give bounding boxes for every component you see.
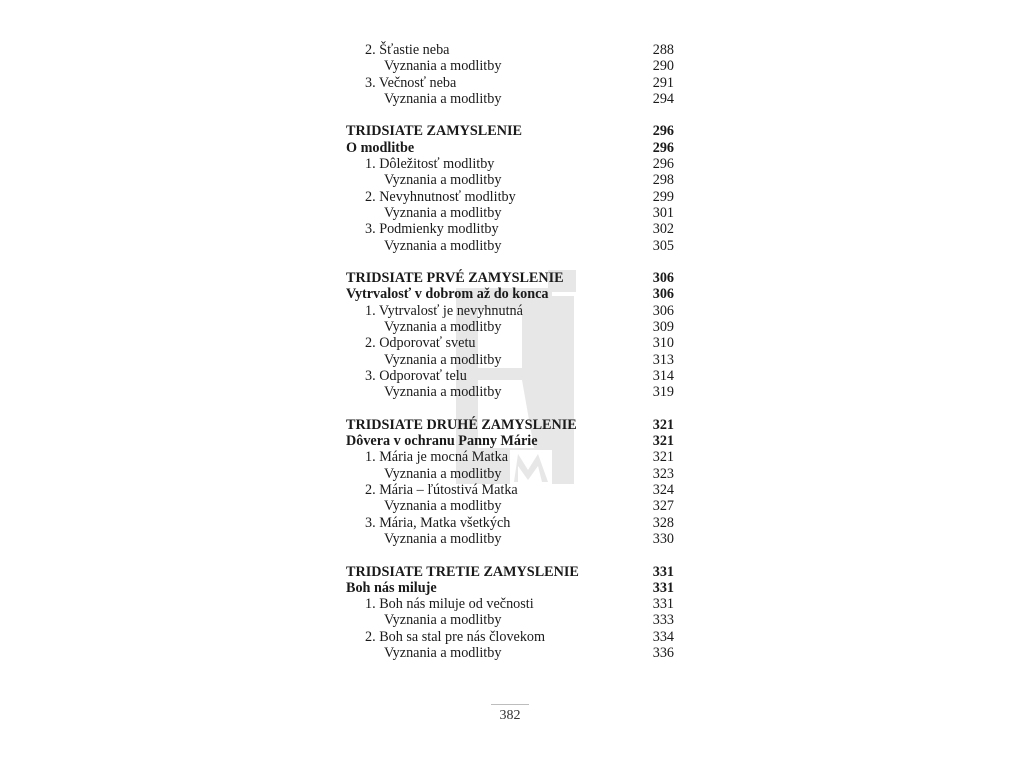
toc-entry-page: 291 <box>652 74 674 91</box>
toc-entry-page: 330 <box>652 530 674 547</box>
toc-entry-page: 296 <box>652 139 674 156</box>
toc-entry-title: Vyznania a modlitby <box>384 612 502 629</box>
toc-heading-row <box>346 433 674 449</box>
toc-entry-row <box>346 612 674 628</box>
toc-entry-page: 323 <box>652 465 674 482</box>
toc-entry-row <box>346 498 674 514</box>
toc-entry-title: Vyznania a modlitby <box>384 498 502 515</box>
toc-entry-title: TRIDSIATE TRETIE ZAMYSLENIE <box>346 563 579 580</box>
toc-entry-page: 306 <box>652 270 674 287</box>
toc-entry-row <box>346 58 674 74</box>
toc-entry-title: 1. Boh nás miluje od večnosti <box>365 596 534 613</box>
toc-entry-title: 3. Večnosť neba <box>365 74 457 91</box>
toc-entry-title: TRIDSIATE DRUHÉ ZAMYSLENIE <box>346 416 577 433</box>
toc-entry-row <box>346 629 674 645</box>
toc-entry-row <box>346 449 674 465</box>
toc-entry-title: 2. Boh sa stal pre nás človekom <box>365 628 546 645</box>
toc-entry-title: 1. Mária je mocná Matka <box>365 449 509 466</box>
toc-entry-title: 2. Mária – ľútostivá Matka <box>365 482 518 499</box>
toc-entry-title: Vyznania a modlitby <box>384 351 502 368</box>
toc-entry-title: Dôvera v ochranu Panny Márie <box>346 433 538 450</box>
toc-entry-row <box>346 645 674 661</box>
toc-entry-title: TRIDSIATE ZAMYSLENIE <box>346 123 522 140</box>
toc-entry-page: 298 <box>652 172 674 189</box>
toc-entry-title: 1. Dôležitosť modlitby <box>365 156 495 173</box>
toc-entry-title: Vyznania a modlitby <box>384 90 502 107</box>
toc-entry-row <box>346 368 674 384</box>
page-number: 382 <box>499 708 521 723</box>
toc-entry-title: TRIDSIATE PRVÉ ZAMYSLENIE <box>346 270 564 287</box>
toc-heading-row <box>346 270 674 286</box>
toc-entry-title: Vyznania a modlitby <box>384 530 502 547</box>
toc-section-gap <box>346 107 674 123</box>
toc-entry-row <box>346 238 674 254</box>
toc-entry-row <box>346 596 674 612</box>
toc-entry-row <box>346 75 674 91</box>
toc-entry-row <box>346 335 674 351</box>
toc-entry-page: 296 <box>652 156 674 173</box>
toc-entry-page: 301 <box>652 204 674 221</box>
toc-heading-row <box>346 286 674 302</box>
toc-entry-row <box>346 482 674 498</box>
toc-entry-page: 331 <box>652 596 674 613</box>
toc-entry-page: 296 <box>652 123 674 140</box>
toc-entry-title: Vytrvalosť v dobrom až do konca <box>346 286 549 303</box>
toc-entry-page: 327 <box>652 498 674 515</box>
toc-entry-row <box>346 189 674 205</box>
toc-entry-page: 313 <box>652 351 674 368</box>
toc-entry-page: 321 <box>652 416 674 433</box>
toc-section-gap <box>346 254 674 270</box>
toc-entry-row <box>346 205 674 221</box>
toc-heading-row <box>346 123 674 139</box>
toc-entry-page: 324 <box>652 482 674 499</box>
toc-section-gap <box>346 401 674 417</box>
toc-entry-page: 321 <box>652 433 674 450</box>
toc-heading-row <box>346 140 674 156</box>
toc-entry-title: Vyznania a modlitby <box>384 204 502 221</box>
toc-entry-page: 310 <box>652 335 674 352</box>
toc-entry-page: 309 <box>652 319 674 336</box>
toc-entry-title: 2. Nevyhnutnosť modlitby <box>365 188 516 205</box>
toc-heading-row <box>346 580 674 596</box>
toc-section-gap <box>346 547 674 563</box>
toc-entry-row <box>346 91 674 107</box>
toc-entry-title: 2. Šťastie neba <box>365 42 450 58</box>
toc-entry-page: 306 <box>652 286 674 303</box>
footer-divider <box>491 704 529 705</box>
toc-entry-title: Boh nás miluje <box>346 579 437 596</box>
toc-entry-row <box>346 466 674 482</box>
toc-entry-title: Vyznania a modlitby <box>384 465 502 482</box>
toc-entry-row <box>346 303 674 319</box>
toc-entry-row <box>346 156 674 172</box>
toc-entry-page: 306 <box>652 302 674 319</box>
toc-entry-title: Vyznania a modlitby <box>384 384 502 401</box>
toc-entry-title: 2. Odporovať svetu <box>365 335 476 352</box>
toc-entry-title: Vyznania a modlitby <box>384 58 502 75</box>
toc-entry-page: 333 <box>652 612 674 629</box>
toc-entry-row <box>346 319 674 335</box>
toc-entry-title: Vyznania a modlitby <box>384 172 502 189</box>
toc-entry-page: 314 <box>652 367 674 384</box>
toc-entry-page: 288 <box>652 42 674 58</box>
toc-heading-row <box>346 417 674 433</box>
toc-entry-page: 305 <box>652 237 674 254</box>
toc-entry-page: 331 <box>652 579 674 596</box>
toc-entry-page: 334 <box>652 628 674 645</box>
toc-entry-page: 299 <box>652 188 674 205</box>
toc-entry-title: 3. Mária, Matka všetkých <box>365 514 511 531</box>
table-of-contents <box>346 42 674 661</box>
toc-entry-page: 336 <box>652 644 674 661</box>
toc-entry-row <box>346 42 674 58</box>
toc-entry-title: Vyznania a modlitby <box>384 319 502 336</box>
toc-entry-row <box>346 531 674 547</box>
toc-entry-page: 290 <box>652 58 674 75</box>
toc-entry-row <box>346 384 674 400</box>
toc-entry-row <box>346 172 674 188</box>
toc-entry-title: 3. Odporovať telu <box>365 367 467 384</box>
toc-entry-row <box>346 352 674 368</box>
toc-entry-title: 1. Vytrvalosť je nevyhnutná <box>365 302 523 319</box>
toc-entry-page: 319 <box>652 384 674 401</box>
toc-entry-row <box>346 221 674 237</box>
toc-entry-title: Vyznania a modlitby <box>384 644 502 661</box>
toc-entry-page: 321 <box>652 449 674 466</box>
toc-entry-page: 328 <box>652 514 674 531</box>
toc-entry-row <box>346 515 674 531</box>
toc-entry-page: 331 <box>652 563 674 580</box>
toc-heading-row <box>346 564 674 580</box>
toc-entry-title: O modlitbe <box>346 139 415 156</box>
toc-entry-title: 3. Podmienky modlitby <box>365 221 499 238</box>
toc-entry-page: 294 <box>652 90 674 107</box>
toc-entry-page: 302 <box>652 221 674 238</box>
toc-entry-title: Vyznania a modlitby <box>384 237 502 254</box>
